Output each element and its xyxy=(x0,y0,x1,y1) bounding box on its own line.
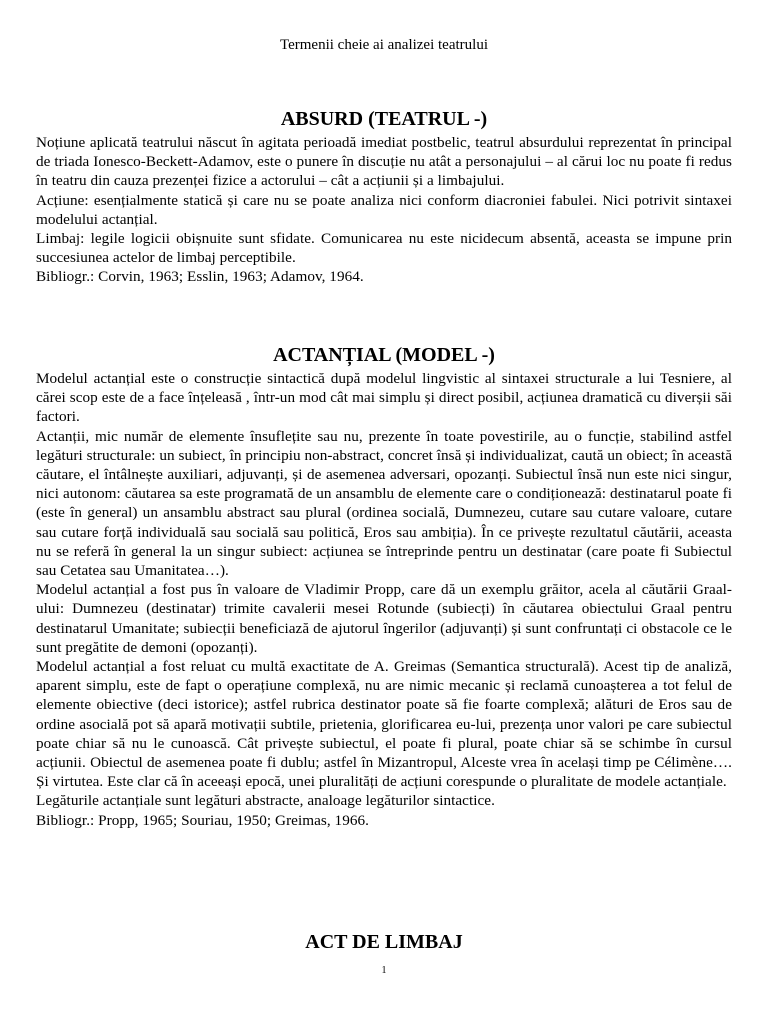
section-heading: ABSURD (TEATRUL -) xyxy=(280,108,488,130)
paragraph: Modelul actanțial este o construcție sintactică după modelul lingvistic al sintaxei structurale a lui Tesniere, al cărei scop este de a face înțeleasă , într-un mod cât mai simplu și direct posibil, acțiunea dramatică cu diverșii săi factori. xyxy=(36,370,732,426)
paragraph: Legăturile actanțiale sunt legături abstracte, analoage legăturilor sintactice. xyxy=(36,792,495,810)
paragraph: Noțiune aplicată teatrului născut în agitata perioadă imediat postbelic, teatrul absurdului reprezentat în principal de triada Ionesco-Beckett-Adamov, este o punere în discuție nu atât a personajului – al cărui loc nu poate fi redus în teatru din cauza prezenței fizice a actorului – cât a acțiunii și a limbajului. xyxy=(36,134,732,190)
bibliography-line: Bibliogr.: Corvin, 1963; Esslin, 1963; Adamov, 1964. xyxy=(36,268,364,286)
bibliography-line: Bibliogr.: Propp, 1965; Souriau, 1950; Greimas, 1966. xyxy=(36,811,369,829)
section-actantial xyxy=(36,343,732,830)
document-page xyxy=(36,0,732,1024)
paragraph: Limbaj: legile logicii obișnuite sunt sfidate. Comunicarea nu este nicidecum absentă, aceasta se impune prin succesiunea actelor de limbaj perceptibile. xyxy=(36,230,732,267)
section-heading: ACT DE LIMBAJ xyxy=(305,931,463,953)
section-heading: ACTANȚIAL (MODEL -) xyxy=(273,344,495,366)
paragraph: Actanții, mic număr de elemente însuflețite sau nu, prezente în toate povestirile, au o funcție, stabilind astfel legături structurale: un subiect, în principiu non-abstract, concret însă și individualizat, caută un obiect; în această căutare, el întâlnește auxiliari, adjuvanți, și de asemenea adversari, opozanți. Subiectul însă nun este nici singur, nici autonom: căutarea sa este programată de un ansamblu de elemente care o condiționează: destinatarul poate fi (este în general) un ansamblu abstract sau plural (ordinea socială, Dumnezeu, cutare sau cutare valoare, cutare sau cutare forță individuală sau socială sau politică, Eros sau ambiția). În ce privește rezultatul căutării, aceasta nu se referă în general la un singur subiect: acțiunea se întreprinde pentru un destinatar (care poate fi Subiectul sau Cetatea sau Umanitatea…). xyxy=(36,427,732,580)
section-absurd xyxy=(36,107,732,287)
paragraph: Modelul actanțial a fost reluat cu multă exactitate de A. Greimas (Semantica structurală). Acest tip de analiză, aparent simplu, este de fapt o operațiune complexă, nu are nimic mecanic și reclamă cunoașterea a tot felul de elemente obiective (deci istorice); astfel rubrica destinator poate să fie foarte complexă; alături de Eros sau de ordine asocială pot să apară motivații subtile, prietenia, glorificarea eu-lui, prezența unor valori pe care subiectul poate chiar să nu le cunoască. Cât privește subiectul, el poate fi plural, poate chiar să se schimbe în cursul acțiunii. Obiectul de asemenea poate fi dublu; astfel în Mizantropul, Alceste vrea în același timp pe Célimène…. Și virtutea. Este clar că în aceeași epocă, unei pluralități de acțiuni corespunde o pluralitate de modele actanțiale. xyxy=(36,658,732,791)
section-act-de-limbaj xyxy=(36,930,732,956)
paragraph: Modelul actanțial a fost pus în valoare de Vladimir Propp, care dă un exemplu grăitor, acela al căutării Graal-ului: Dumnezeu (destinatar) trimite cavalerii mesei Rotunde (subiecți) în căutarea obiectului Graal pentru destinatarul Umanitate; subiecții beneficiază de ajutorul îngerilor (adjuvanți) și sunt confruntați ci obstacole ce le sunt pregătite de demoni (opozanți). xyxy=(36,581,732,656)
paragraph: Acțiune: esențialmente statică și care nu se poate analiza nici conform diacroniei fabulei. Nici potrivit sintaxei modelului actanțial. xyxy=(36,191,732,228)
running-header: Termenii cheie ai analizei teatrului xyxy=(279,37,488,53)
page-number: 1 xyxy=(381,965,387,976)
